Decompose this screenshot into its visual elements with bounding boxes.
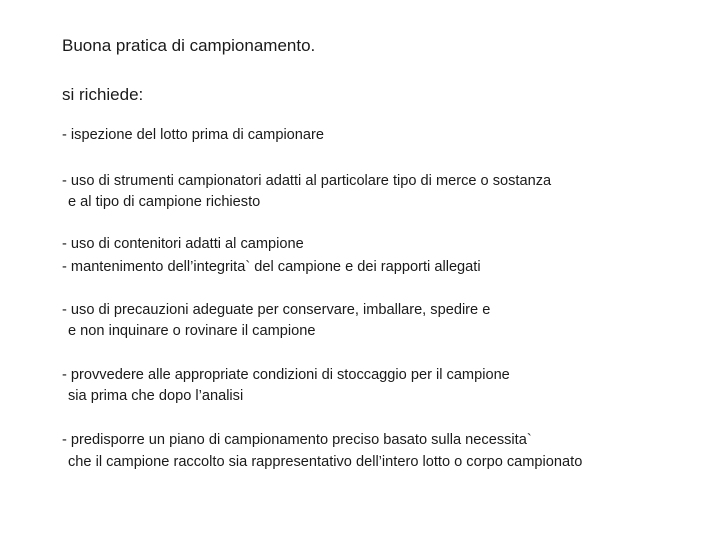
list-item: - uso di strumenti campionatori adatti al particolare tipo di merce o sostanza (62, 173, 552, 189)
list-item: - mantenimento dell’integrita` del campione e dei rapporti allegati (62, 259, 481, 275)
list-item-continuation: e non inquinare o rovinare il campione (68, 323, 316, 339)
list-item: - uso di precauzioni adeguate per conservare, imballare, spedire e (62, 302, 491, 318)
slide-title: Buona pratica di campionamento. (62, 36, 316, 55)
list-item: - predisporre un piano di campionamento preciso basato sulla necessita` (62, 432, 532, 448)
list-item: - ispezione del lotto prima di campionare (62, 127, 325, 143)
list-item-continuation: e al tipo di campione richiesto (68, 194, 261, 210)
list-item-continuation: sia prima che dopo l’analisi (68, 388, 244, 404)
list-item-continuation: che il campione raccolto sia rappresentativo dell’intero lotto o corpo campionato (68, 454, 583, 470)
slide-subtitle: si richiede: (62, 85, 144, 104)
list-item: - uso di contenitori adatti al campione (62, 236, 304, 252)
list-item: - provvedere alle appropriate condizioni di stoccaggio per il campione (62, 367, 510, 383)
